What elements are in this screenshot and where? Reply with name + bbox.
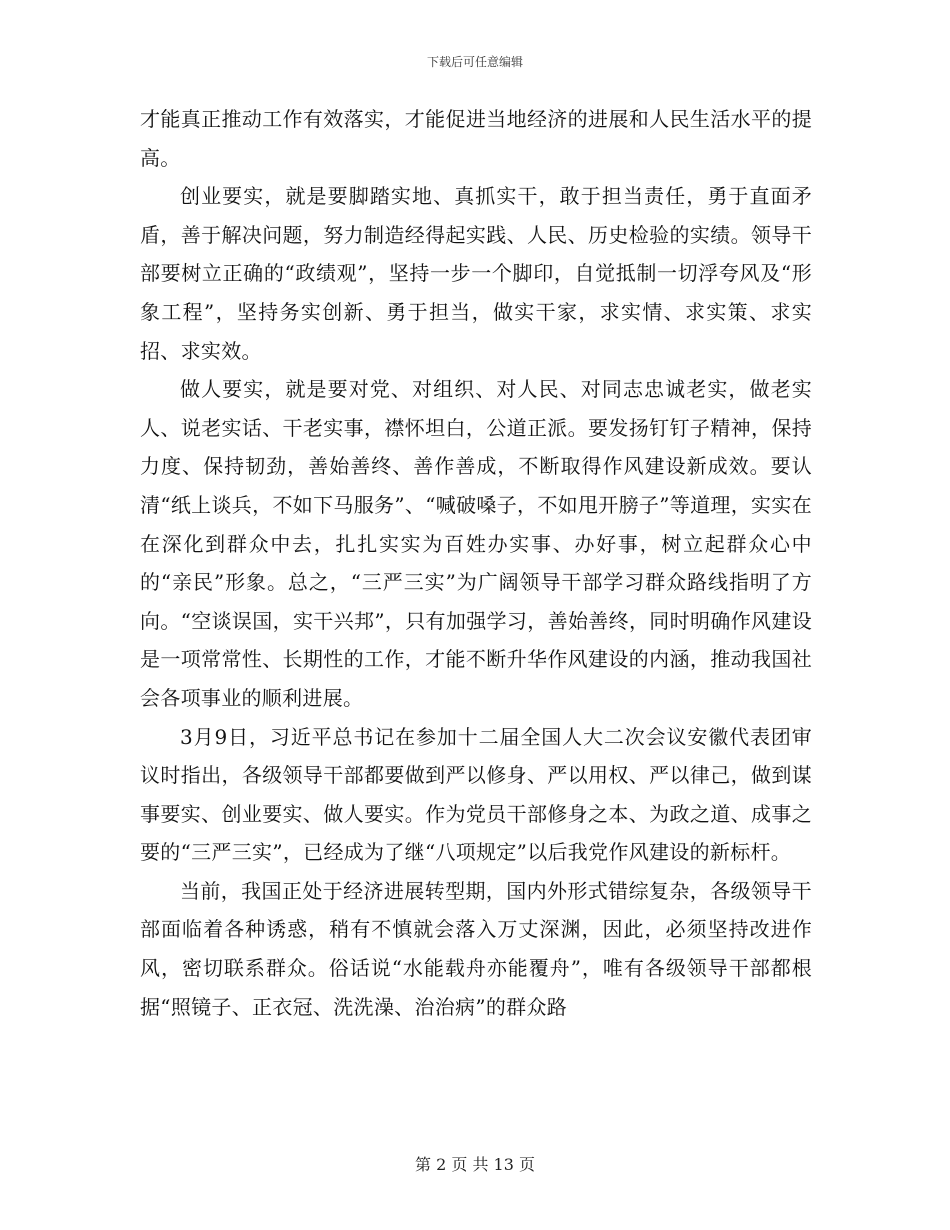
page-header: 下载后可任意编辑 xyxy=(426,55,523,69)
paragraph-zuoren: 做人要实，就是要对党、对组织、对人民、对同志忠诚老实，做老实人、说老实话、干老实事，襟怀坦白，公道正派。要发扬钉钉子精神，保持力度、保持韧劲，善始善终、善作善成，不断取得作风建设新成效。要认清“纸上谈兵，不如下马服务”、“喊破嗓子，不如甩开膀子”等道理，实实在在深化到群众中去，扎扎实实为百姓办实事、办好事，树立起群众心中的“亲民”形象。总之，“三严三实”为广阔领导干部学习群众路线指明了方向。“空谈误国，实干兴邦”，只有加强学习，善始善终，同时明确作风建设是一项常常性、长期性的工作，才能不断升华作风建设的内涵，推动我国社会各项事业的顺利进展。 xyxy=(140,377,812,710)
paragraph-dangqian: 当前，我国正处于经济进展转型期，国内外形式错综复杂，各级领导干部面临着各种诱惑，稍有不慎就会落入万丈深渊，因此，必须坚持改进作风，密切联系群众。俗话说“水能载舟亦能覆舟”，唯有各级领导干部都根据“照镜子、正衣冠、洗洗澡、治治病”的群众路 xyxy=(140,878,812,1019)
paragraph-march-ninth: 3月9日，习近平总书记在参加十二届全国人大二次会议安徽代表团审议时指出，各级领导干部都要做到严以修身、严以用权、严以律己，做到谋事要实、创业要实、做人要实。作为党员干部修身之本、为政之道、成事之要的“三严三实”，已经成为了继“八项规定”以后我党作风建设的新标杆。 xyxy=(140,724,812,865)
document-body xyxy=(140,100,812,1026)
paragraph-continuation: 才能真正推动工作有效落实，才能促进当地经济的进展和人民生活水平的提高。 xyxy=(140,107,812,170)
paragraph-chuangye: 创业要实，就是要脚踏实地、真抓实干，敢于担当责任，勇于直面矛盾，善于解决问题，努力制造经得起实践、人民、历史检验的实绩。领导干部要树立正确的“政绩观”，坚持一步一个脚印，自觉抵制一切浮夸风及“形象工程”，坚持务实创新、勇于担当，做实干家，求实情、求实策、求实招、求实效。 xyxy=(140,184,812,363)
page-footer: 第 2 页 共 13 页 xyxy=(415,1155,535,1174)
